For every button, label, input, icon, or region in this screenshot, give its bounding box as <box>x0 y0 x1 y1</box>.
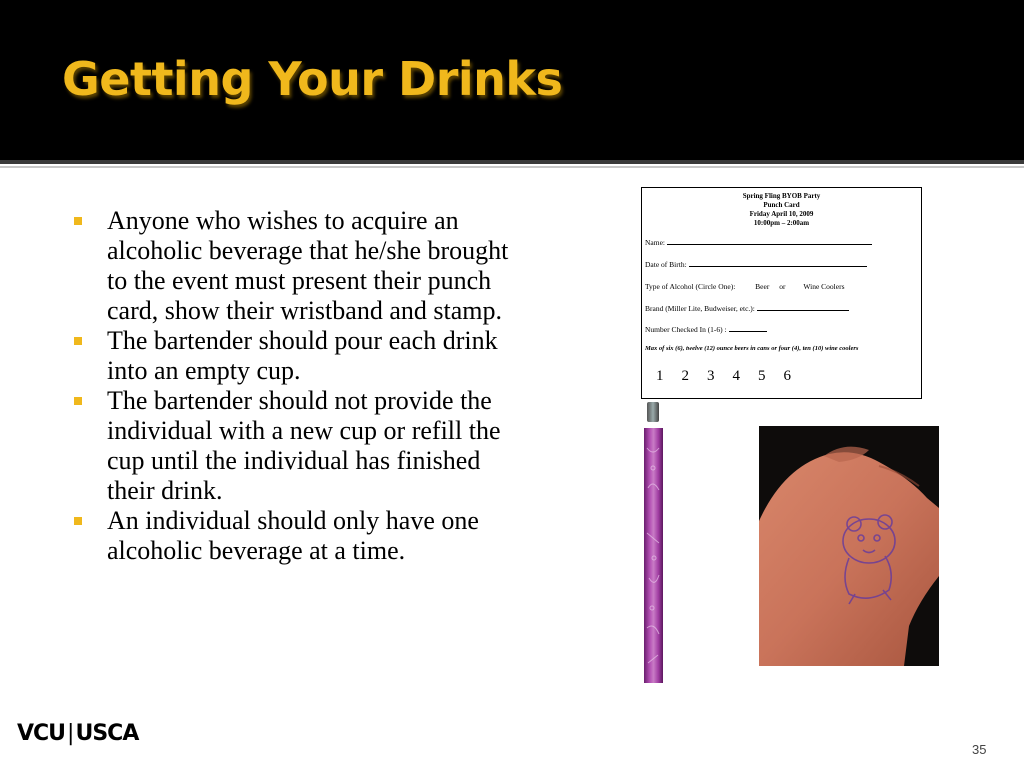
slide-title: Getting Your Drinks <box>62 52 563 106</box>
name-field <box>645 238 872 247</box>
name-line <box>667 238 872 245</box>
bullet-text: Anyone who wishes to acquire an alcoholic beverage that he/she brought to the event must present their punch card, show their wristband and stamp. <box>107 206 509 325</box>
brand-label: Brand (Miller Lite, Budweiser, etc.): <box>645 304 755 313</box>
type-or: or <box>779 282 786 291</box>
dob-line <box>689 260 867 267</box>
punch-card-image <box>641 187 922 399</box>
punch-numbers <box>656 368 809 385</box>
wristband-image <box>644 428 663 683</box>
hand-stamp-illustration <box>759 426 939 666</box>
number-line <box>729 325 767 332</box>
logo-left: VCU <box>17 721 66 746</box>
brand-field <box>645 304 849 313</box>
bullet-square-icon <box>74 217 82 225</box>
name-label: Name: <box>645 238 665 247</box>
bullet-text: An individual should only have one alcoholic beverage at a time. <box>107 506 479 565</box>
logo-right: USCA <box>75 721 139 746</box>
punch-card-time: 10:00pm – 2:00am <box>753 219 810 227</box>
punch-card-title: Spring Fling BYOB Party <box>742 192 821 200</box>
punch-number: 3 <box>707 368 715 384</box>
bullet-text: The bartender should not provide the individual with a new cup or refill the cup until the individual has finished their drink. <box>107 386 501 505</box>
punch-number: 1 <box>656 368 664 384</box>
bullet-item <box>72 206 512 326</box>
vcu-usca-logo <box>17 721 138 746</box>
wristband-pattern-icon <box>644 428 663 683</box>
brand-line <box>757 304 849 311</box>
logo-separator: | <box>67 721 74 746</box>
title-divider-light <box>0 166 1024 168</box>
number-label: Number Checked In (1-6) : <box>645 325 727 334</box>
hand-stamp-photo <box>759 426 939 666</box>
type-beer: Beer <box>755 282 770 291</box>
bullet-item <box>72 506 512 566</box>
punch-card-header <box>642 192 921 228</box>
punch-number: 6 <box>783 368 791 384</box>
dob-field <box>645 260 867 269</box>
bullet-square-icon <box>74 397 82 405</box>
title-bar <box>0 0 1024 160</box>
dob-label: Date of Birth: <box>645 260 687 269</box>
punch-number: 5 <box>758 368 766 384</box>
page-number: 35 <box>972 742 987 757</box>
punch-card-date: Friday April 10, 2009 <box>749 210 814 218</box>
bullet-item <box>72 386 512 506</box>
type-label: Type of Alcohol (Circle One): <box>645 282 736 291</box>
wristband-clasp-image <box>647 402 659 422</box>
type-field <box>645 282 845 291</box>
bullet-item <box>72 326 512 386</box>
number-field <box>645 325 767 334</box>
bullet-list <box>72 206 512 566</box>
punch-number: 4 <box>732 368 740 384</box>
bullet-square-icon <box>74 337 82 345</box>
type-wine: Wine Coolers <box>803 282 845 291</box>
punch-card-subtitle: Punch Card <box>763 201 800 209</box>
bullet-text: The bartender should pour each drink into an empty cup. <box>107 326 498 385</box>
punch-number: 2 <box>681 368 689 384</box>
max-note: Max of six (6), twelve (12) ounce beers in cans or four (4), ten (10) wine coolers <box>645 345 859 352</box>
title-divider <box>0 160 1024 164</box>
bullet-square-icon <box>74 517 82 525</box>
